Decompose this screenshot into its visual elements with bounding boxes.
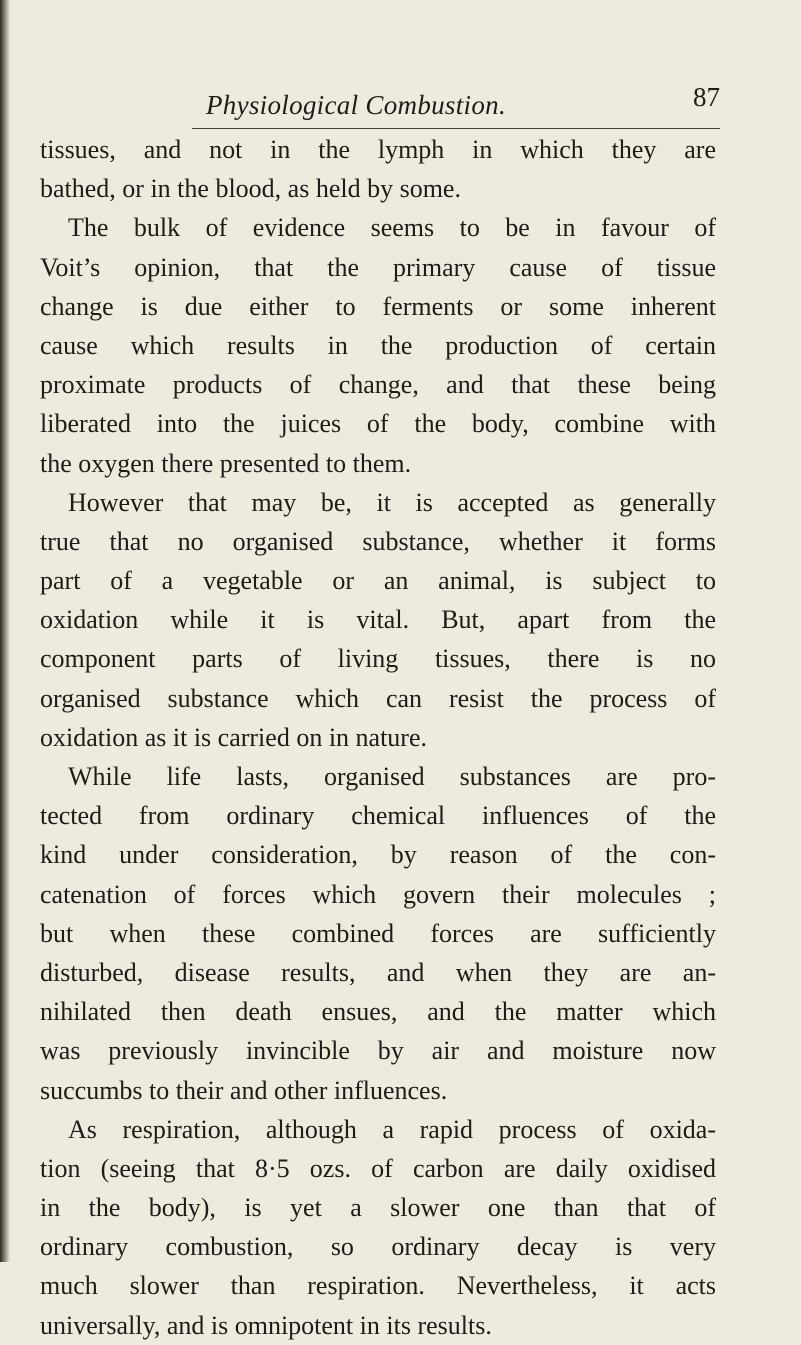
text-line: tected from ordinary chemical influences of the	[40, 801, 716, 831]
text-line: component parts of living tissues, there is no	[40, 644, 716, 674]
running-title: Physiological Combustion.	[206, 90, 506, 120]
text-line: change is due either to ferments or some inherent	[40, 291, 716, 321]
book-spine-shadow	[0, 0, 10, 1262]
text-line: but when these combined forces are sufficiently	[40, 918, 716, 948]
text-line: in the body), is yet a slower one than that of	[40, 1193, 716, 1223]
text-line: part of a vegetable or an animal, is subject to	[40, 566, 716, 596]
header-rule	[192, 128, 720, 129]
text-line: cause which results in the production of certain	[40, 330, 716, 360]
text-line: nihilated then death ensues, and the matter which	[40, 997, 716, 1027]
text-line: succumbs to their and other influences.	[40, 1075, 448, 1105]
text-line: kind under consideration, by reason of the con-	[40, 840, 716, 870]
body-text	[40, 130, 716, 1345]
text-line: Voit’s opinion, that the primary cause of tissue	[40, 252, 716, 282]
text-line: proximate products of change, and that these being	[40, 370, 716, 400]
text-line: tissues, and not in the lymph in which they are	[40, 135, 716, 164]
text-line: universally, and is omnipotent in its results.	[40, 1310, 492, 1340]
page-header	[40, 82, 720, 130]
page-number: 87	[693, 82, 720, 112]
text-line: As respiration, although a rapid process of oxida-	[68, 1114, 716, 1144]
text-line: the oxygen there presented to them.	[40, 448, 412, 478]
text-line: catenation of forces which govern their molecules ;	[40, 879, 716, 909]
text-line: tion (seeing that 8·5 ozs. of carbon are daily oxidised	[40, 1153, 716, 1183]
text-line: liberated into the juices of the body, combine with	[40, 409, 716, 439]
text-line: The bulk of evidence seems to be in favour of	[68, 213, 716, 243]
text-line: much slower than respiration. Nevertheless, it acts	[40, 1271, 716, 1301]
text-line: ordinary combustion, so ordinary decay is very	[40, 1232, 716, 1262]
text-line: was previously invincible by air and moisture now	[40, 1036, 716, 1066]
text-line: bathed, or in the blood, as held by some.	[40, 174, 461, 204]
text-line: disturbed, disease results, and when they are an-	[40, 957, 716, 987]
text-line: oxidation while it is vital. But, apart from the	[40, 605, 716, 635]
text-line: true that no organised substance, whether it forms	[40, 526, 716, 556]
text-line: While life lasts, organised substances are pro-	[68, 762, 716, 791]
text-line: However that may be, it is accepted as generally	[68, 487, 716, 517]
text-line: organised substance which can resist the process of	[40, 683, 716, 713]
text-line: oxidation as it is carried on in nature.	[40, 722, 428, 752]
